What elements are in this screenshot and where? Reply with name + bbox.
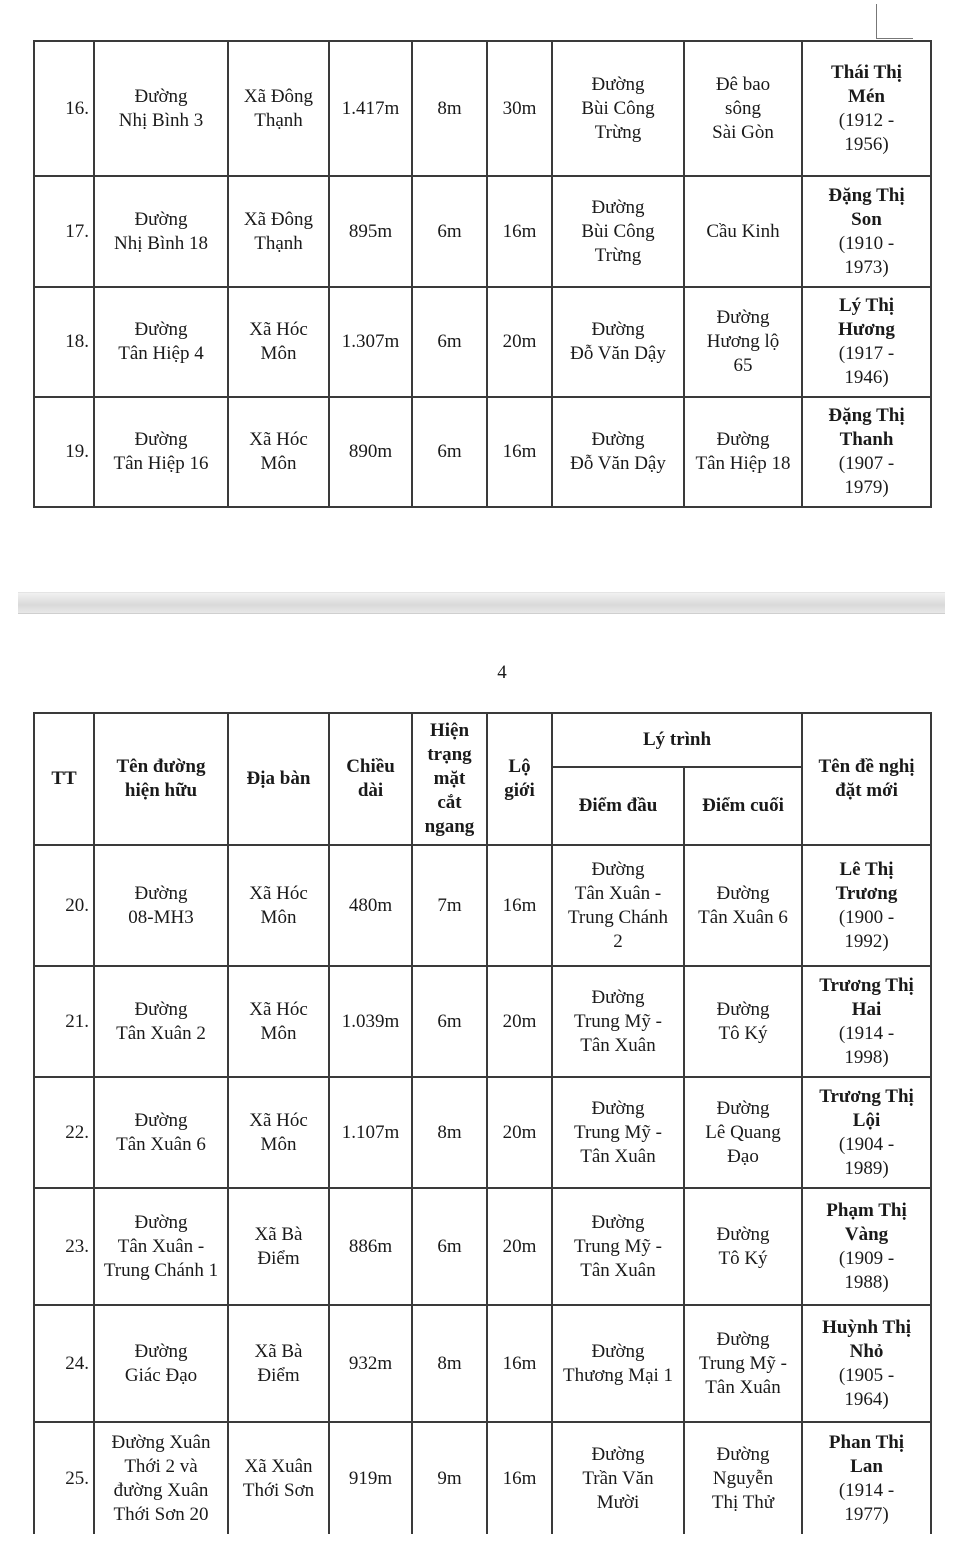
surface-width-cell: 8m [412,1077,487,1188]
surface-width-cell: 6m [412,1188,487,1305]
end-point-cell: Đường Nguyễn Thị Thử [684,1422,802,1534]
start-point-cell: Đường Bùi Công Trừng [552,176,684,287]
row-number-cell: 17. [34,176,94,287]
street-naming-table-continued [33,40,932,508]
proposed-name-cell: Phạm Thị Vàng (1909 - 1988) [802,1188,931,1305]
area-cell: Xã Hóc Môn [228,1077,329,1188]
area-cell: Xã Bà Điểm [228,1305,329,1422]
header-road-name: Tên đường hiện hữu [94,713,228,845]
boundary-width-cell: 16m [487,176,552,287]
length-cell: 1.417m [329,41,412,176]
end-point-cell: Đường Tô Ký [684,1188,802,1305]
row-number-cell: 25. [34,1422,94,1534]
table-row [34,966,931,1077]
table-row [34,1305,931,1422]
area-cell: Xã Đông Thạnh [228,176,329,287]
area-cell: Xã Hóc Môn [228,845,329,966]
end-point-cell: Đường Tân Hiệp 18 [684,397,802,507]
page-corner-mark [876,4,913,39]
header-new-name: Tên đề nghị đặt mới [802,713,931,845]
row-number-cell: 23. [34,1188,94,1305]
end-point-cell: Đường Tô Ký [684,966,802,1077]
table-row [34,1077,931,1188]
proposed-name-cell: Huỳnh Thị Nhỏ (1905 - 1964) [802,1305,931,1422]
current-road-name-cell: Đường Tân Hiệp 16 [94,397,228,507]
row-number-cell: 16. [34,41,94,176]
surface-width-cell: 7m [412,845,487,966]
row-number-cell: 19. [34,397,94,507]
end-point-cell: Đường Lê Quang Đạo [684,1077,802,1188]
boundary-width-cell: 30m [487,41,552,176]
area-cell: Xã Hóc Môn [228,397,329,507]
length-cell: 480m [329,845,412,966]
length-cell: 1.307m [329,287,412,397]
current-road-name-cell: Đường Tân Xuân - Trung Chánh 1 [94,1188,228,1305]
current-road-name-cell: Đường Tân Xuân 2 [94,966,228,1077]
page-break-divider [18,592,945,614]
proposed-name-cell: Lê Thị Trương (1900 - 1992) [802,845,931,966]
length-cell: 895m [329,176,412,287]
table-row [34,1422,931,1534]
boundary-width-cell: 16m [487,845,552,966]
area-cell: Xã Hóc Môn [228,287,329,397]
area-cell: Xã Hóc Môn [228,966,329,1077]
boundary-width-cell: 20m [487,966,552,1077]
length-cell: 1.039m [329,966,412,1077]
start-point-cell: Đường Thương Mại 1 [552,1305,684,1422]
end-point-cell: Đường Trung Mỹ - Tân Xuân [684,1305,802,1422]
start-point-cell: Đường Đỗ Văn Dậy [552,287,684,397]
area-cell: Xã Bà Điểm [228,1188,329,1305]
length-cell: 919m [329,1422,412,1534]
current-road-name-cell: Đường Nhị Bình 3 [94,41,228,176]
boundary-width-cell: 16m [487,1422,552,1534]
proposed-name-cell: Phan Thị Lan (1914 - 1977) [802,1422,931,1534]
surface-width-cell: 8m [412,1305,487,1422]
length-cell: 932m [329,1305,412,1422]
proposed-name-cell: Lý Thị Hương (1917 - 1946) [802,287,931,397]
table-row [34,176,931,287]
row-number-cell: 22. [34,1077,94,1188]
surface-width-cell: 6m [412,966,487,1077]
header-start-point: Điểm đầu [552,767,684,845]
boundary-width-cell: 16m [487,1305,552,1422]
row-number-cell: 18. [34,287,94,397]
length-cell: 886m [329,1188,412,1305]
current-road-name-cell: Đường Tân Xuân 6 [94,1077,228,1188]
table-row [34,1188,931,1305]
start-point-cell: Đường Trần Văn Mười [552,1422,684,1534]
table-row [34,41,931,176]
page-number: 4 [497,662,507,683]
header-tt: TT [34,713,94,845]
surface-width-cell: 8m [412,41,487,176]
end-point-cell: Đê bao sông Sài Gòn [684,41,802,176]
boundary-width-cell: 16m [487,397,552,507]
length-cell: 890m [329,397,412,507]
length-cell: 1.107m [329,1077,412,1188]
proposed-name-cell: Thái Thị Mén (1912 - 1956) [802,41,931,176]
boundary-width-cell: 20m [487,1077,552,1188]
row-number-cell: 24. [34,1305,94,1422]
proposed-name-cell: Trương Thị Hai (1914 - 1998) [802,966,931,1077]
area-cell: Xã Xuân Thới Sơn [228,1422,329,1534]
street-naming-table [33,712,932,1534]
header-length: Chiều dài [329,713,412,845]
start-point-cell: Đường Trung Mỹ - Tân Xuân [552,1077,684,1188]
table-row [34,397,931,507]
area-cell: Xã Đông Thạnh [228,41,329,176]
boundary-width-cell: 20m [487,1188,552,1305]
start-point-cell: Đường Tân Xuân - Trung Chánh 2 [552,845,684,966]
header-area: Địa bàn [228,713,329,845]
current-road-name-cell: Đường Giác Đạo [94,1305,228,1422]
surface-width-cell: 6m [412,176,487,287]
current-road-name-cell: Đường 08-MH3 [94,845,228,966]
proposed-name-cell: Trương Thị Lội (1904 - 1989) [802,1077,931,1188]
current-road-name-cell: Đường Nhị Bình 18 [94,176,228,287]
start-point-cell: Đường Đỗ Văn Dậy [552,397,684,507]
surface-width-cell: 6m [412,397,487,507]
row-number-cell: 21. [34,966,94,1077]
table-row [34,845,931,966]
header-end-point: Điểm cuối [684,767,802,845]
header-route: Lý trình [552,713,802,767]
surface-width-cell: 9m [412,1422,487,1534]
start-point-cell: Đường Bùi Công Trừng [552,41,684,176]
boundary-width-cell: 20m [487,287,552,397]
start-point-cell: Đường Trung Mỹ - Tân Xuân [552,966,684,1077]
end-point-cell: Đường Hương lộ 65 [684,287,802,397]
end-point-cell: Cầu Kinh [684,176,802,287]
current-road-name-cell: Đường Xuân Thới 2 và đường Xuân Thới Sơn 20 [94,1422,228,1534]
proposed-name-cell: Đặng Thị Son (1910 - 1973) [802,176,931,287]
row-number-cell: 20. [34,845,94,966]
header-boundary: Lộ giới [487,713,552,845]
proposed-name-cell: Đặng Thị Thanh (1907 - 1979) [802,397,931,507]
table-row [34,287,931,397]
current-road-name-cell: Đường Tân Hiệp 4 [94,287,228,397]
surface-width-cell: 6m [412,287,487,397]
start-point-cell: Đường Trung Mỹ - Tân Xuân [552,1188,684,1305]
header-surface-width: Hiện trạng mặt cắt ngang [412,713,487,845]
end-point-cell: Đường Tân Xuân 6 [684,845,802,966]
